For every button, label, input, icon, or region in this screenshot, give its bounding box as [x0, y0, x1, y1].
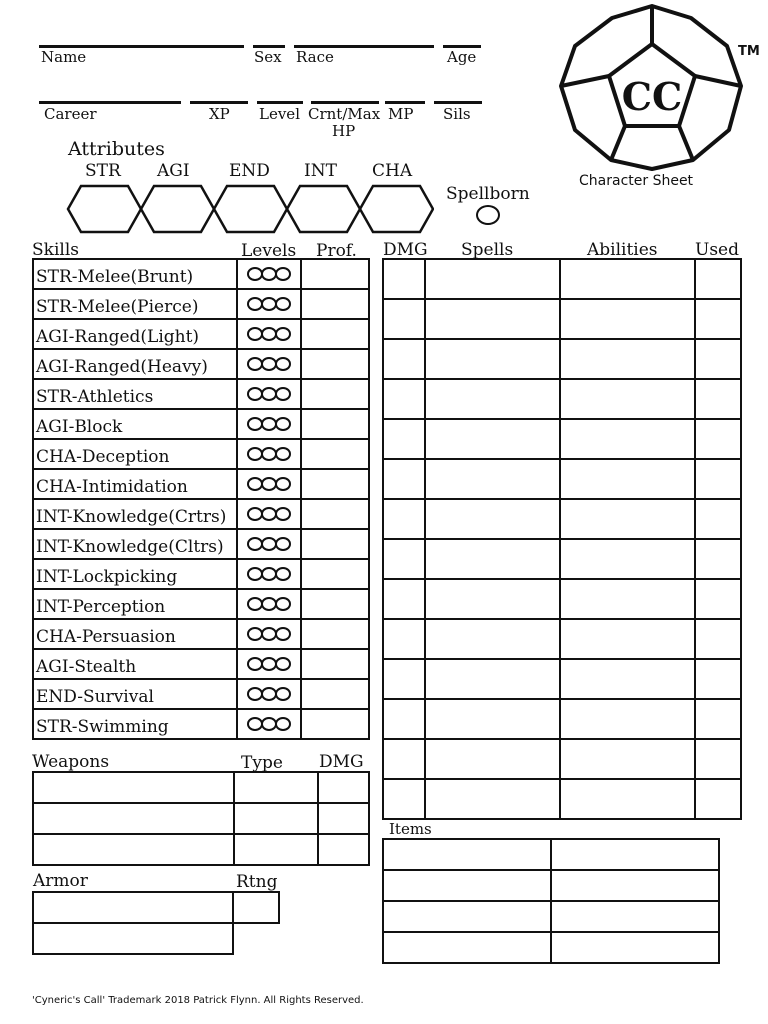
- career-line[interactable]: [39, 101, 181, 104]
- skill-proficiency-cell[interactable]: [301, 409, 369, 439]
- skill-proficiency-cell[interactable]: [301, 439, 369, 469]
- weapon-cell[interactable]: [234, 834, 318, 865]
- spell-cell[interactable]: [383, 659, 425, 699]
- sils-label: Sils: [443, 105, 471, 123]
- spell-cell[interactable]: [560, 259, 695, 299]
- spell-row: [383, 419, 741, 459]
- skill-level-circle[interactable]: [275, 477, 291, 491]
- level-line[interactable]: [257, 101, 303, 104]
- item-cell[interactable]: [383, 870, 551, 901]
- spell-cell[interactable]: [425, 619, 560, 659]
- item-cell[interactable]: [551, 901, 719, 932]
- skill-name-cell: [33, 499, 237, 529]
- skill-level-circle[interactable]: [275, 717, 291, 731]
- skill-row: [33, 349, 369, 379]
- skill-name-cell: [33, 319, 237, 349]
- spell-cell[interactable]: [560, 539, 695, 579]
- hp-label-line2: HP: [332, 122, 356, 140]
- skill-name: AGI-Ranged(Heavy): [36, 357, 208, 377]
- xp-line[interactable]: [190, 101, 248, 104]
- skill-name-cell: [33, 589, 237, 619]
- skill-levels-cell: [237, 469, 301, 499]
- spell-cell[interactable]: [383, 579, 425, 619]
- attribute-label-end: END: [229, 161, 270, 181]
- skill-levels-cell: [237, 649, 301, 679]
- career-label: Career: [44, 105, 97, 123]
- spell-cell[interactable]: [560, 659, 695, 699]
- attribute-hex-str[interactable]: [68, 186, 141, 232]
- spell-cell[interactable]: [383, 699, 425, 739]
- skill-proficiency-cell[interactable]: [301, 469, 369, 499]
- spellborn-checkbox[interactable]: [476, 205, 500, 225]
- attribute-label-agi: AGI: [157, 161, 190, 181]
- attribute-hex-agi[interactable]: [141, 186, 214, 232]
- skill-row: [33, 259, 369, 289]
- skill-row: [33, 469, 369, 499]
- mp-label: MP: [388, 105, 414, 123]
- spell-cell[interactable]: [695, 379, 741, 419]
- weapon-cell[interactable]: [33, 803, 234, 834]
- dodecahedron-logo-icon: [555, 4, 745, 174]
- skill-levels-cell: [237, 319, 301, 349]
- logo-caption: Character Sheet: [579, 173, 694, 189]
- spell-cell[interactable]: [560, 339, 695, 379]
- spell-cell[interactable]: [695, 299, 741, 339]
- used-header: Used: [695, 240, 739, 260]
- skill-level-circle[interactable]: [275, 537, 291, 551]
- spell-cell[interactable]: [560, 619, 695, 659]
- skill-name: AGI-Block: [36, 417, 123, 437]
- item-cell[interactable]: [383, 932, 551, 963]
- skill-level-circle[interactable]: [275, 387, 291, 401]
- spell-cell[interactable]: [695, 739, 741, 779]
- sils-line[interactable]: [434, 101, 482, 104]
- skill-levels-cell: [237, 589, 301, 619]
- spell-cell[interactable]: [383, 779, 425, 819]
- spell-cell[interactable]: [560, 699, 695, 739]
- spell-row: [383, 459, 741, 499]
- skill-level-circle[interactable]: [275, 417, 291, 431]
- skill-name-cell: [33, 379, 237, 409]
- skill-name: INT-Lockpicking: [36, 567, 178, 587]
- skill-proficiency-cell[interactable]: [301, 379, 369, 409]
- skill-name: AGI-Stealth: [36, 657, 137, 677]
- items-table: [382, 838, 720, 964]
- item-row: [383, 870, 719, 901]
- items-header: Items: [389, 820, 432, 838]
- skill-level-circle[interactable]: [275, 597, 291, 611]
- weapon-row: [33, 803, 369, 834]
- skills-table: [32, 258, 370, 740]
- skill-levels-cell: [237, 259, 301, 289]
- weapon-cell[interactable]: [318, 834, 369, 865]
- attributes-title: Attributes: [68, 138, 165, 160]
- spell-row: [383, 299, 741, 339]
- spell-row: [383, 539, 741, 579]
- skill-name: STR-Melee(Brunt): [36, 267, 194, 287]
- weapon-cell[interactable]: [33, 834, 234, 865]
- spell-row: [383, 619, 741, 659]
- armor-slot[interactable]: [32, 922, 234, 955]
- spell-cell[interactable]: [383, 499, 425, 539]
- skill-name: CHA-Intimidation: [36, 477, 188, 497]
- item-cell[interactable]: [383, 901, 551, 932]
- armor-slot[interactable]: [32, 891, 234, 924]
- spell-row: [383, 659, 741, 699]
- weapon-cell[interactable]: [318, 772, 369, 803]
- spell-cell[interactable]: [425, 699, 560, 739]
- weapon-cell[interactable]: [318, 803, 369, 834]
- spell-cell[interactable]: [695, 699, 741, 739]
- spell-cell[interactable]: [560, 739, 695, 779]
- skill-proficiency-cell[interactable]: [301, 649, 369, 679]
- item-cell[interactable]: [551, 932, 719, 963]
- item-cell[interactable]: [551, 839, 719, 870]
- spell-cell[interactable]: [425, 459, 560, 499]
- item-cell[interactable]: [551, 870, 719, 901]
- spell-row: [383, 339, 741, 379]
- skill-name: INT-Knowledge(Crtrs): [36, 507, 227, 527]
- attribute-label-str: STR: [85, 161, 121, 181]
- spell-cell[interactable]: [383, 419, 425, 459]
- spell-row: [383, 739, 741, 779]
- weapon-cell[interactable]: [234, 803, 318, 834]
- trademark-mark: TM: [738, 44, 760, 59]
- spell-cell[interactable]: [425, 299, 560, 339]
- weapon-dmg-header: DMG: [319, 752, 364, 772]
- skill-name-cell: [33, 259, 237, 289]
- skill-row: [33, 319, 369, 349]
- attribute-hex-int[interactable]: [287, 186, 360, 232]
- skill-row: [33, 649, 369, 679]
- spell-cell[interactable]: [560, 499, 695, 539]
- spell-row: [383, 379, 741, 419]
- spell-cell[interactable]: [695, 659, 741, 699]
- spell-cell[interactable]: [425, 419, 560, 459]
- skill-name-cell: [33, 619, 237, 649]
- spell-cell[interactable]: [560, 419, 695, 459]
- weapon-cell[interactable]: [33, 772, 234, 803]
- spellborn-label: Spellborn: [446, 184, 530, 204]
- skill-level-circle[interactable]: [275, 567, 291, 581]
- skill-name: CHA-Deception: [36, 447, 170, 467]
- skill-row: [33, 289, 369, 319]
- skill-levels-cell: [237, 529, 301, 559]
- spell-cell[interactable]: [560, 379, 695, 419]
- skill-row: [33, 439, 369, 469]
- skill-proficiency-cell[interactable]: [301, 349, 369, 379]
- logo-initials: CC: [621, 74, 683, 119]
- skill-row: [33, 409, 369, 439]
- race-label: Race: [296, 48, 334, 66]
- spell-cell[interactable]: [695, 499, 741, 539]
- skill-name-cell: [33, 709, 237, 739]
- spell-cell[interactable]: [383, 339, 425, 379]
- item-cell[interactable]: [383, 839, 551, 870]
- attribute-label-cha: CHA: [372, 161, 413, 181]
- weapon-type-header: Type: [241, 753, 283, 773]
- spell-cell[interactable]: [383, 539, 425, 579]
- skills-header: Skills: [32, 240, 79, 260]
- skill-level-circle[interactable]: [275, 447, 291, 461]
- spell-cell[interactable]: [560, 579, 695, 619]
- skill-row: [33, 559, 369, 589]
- skill-name-cell: [33, 349, 237, 379]
- skill-row: [33, 589, 369, 619]
- spell-cell[interactable]: [560, 459, 695, 499]
- skill-level-circle[interactable]: [275, 297, 291, 311]
- skill-proficiency-cell[interactable]: [301, 319, 369, 349]
- skill-levels-cell: [237, 709, 301, 739]
- skill-name-cell: [33, 529, 237, 559]
- skill-name: STR-Melee(Pierce): [36, 297, 199, 317]
- skill-name-cell: [33, 559, 237, 589]
- spell-cell[interactable]: [383, 459, 425, 499]
- skill-levels-cell: [237, 349, 301, 379]
- skill-level-circle[interactable]: [275, 327, 291, 341]
- spell-cell[interactable]: [383, 299, 425, 339]
- spell-cell[interactable]: [695, 539, 741, 579]
- item-row: [383, 901, 719, 932]
- levels-header: Levels: [241, 241, 297, 261]
- spell-cell[interactable]: [695, 459, 741, 499]
- weapons-table: [32, 771, 370, 866]
- skill-levels-cell: [237, 679, 301, 709]
- spell-row: [383, 259, 741, 299]
- skill-levels-cell: [237, 409, 301, 439]
- item-row: [383, 839, 719, 870]
- weapon-row: [33, 772, 369, 803]
- skill-proficiency-cell[interactable]: [301, 259, 369, 289]
- skill-levels-cell: [237, 289, 301, 319]
- skill-proficiency-cell[interactable]: [301, 679, 369, 709]
- copyright-footer: 'Cyneric's Call' Trademark 2018 Patrick Flynn. All Rights Reserved.: [32, 995, 364, 1006]
- skill-name: CHA-Persuasion: [36, 627, 176, 647]
- skill-levels-cell: [237, 619, 301, 649]
- skill-name-cell: [33, 469, 237, 499]
- spell-dmg-header: DMG: [383, 240, 428, 260]
- xp-label: XP: [209, 105, 230, 123]
- spells-header: Spells: [461, 240, 514, 260]
- proficiency-header: Prof.: [316, 241, 357, 261]
- skill-row: [33, 619, 369, 649]
- spell-cell[interactable]: [425, 779, 560, 819]
- hp-label-line1: Crnt/Max: [308, 105, 381, 123]
- armor-rating-slot[interactable]: [232, 891, 280, 924]
- attribute-hex-cha[interactable]: [360, 186, 433, 232]
- sex-label: Sex: [254, 48, 282, 66]
- weapon-cell[interactable]: [234, 772, 318, 803]
- skill-level-circle[interactable]: [275, 627, 291, 641]
- skill-row: [33, 499, 369, 529]
- hp-line[interactable]: [311, 101, 379, 104]
- skill-name: END-Survival: [36, 687, 154, 707]
- skill-proficiency-cell[interactable]: [301, 709, 369, 739]
- weapons-header: Weapons: [32, 752, 110, 772]
- skill-name: AGI-Ranged(Light): [36, 327, 200, 347]
- spell-cell[interactable]: [383, 259, 425, 299]
- skill-level-circle[interactable]: [275, 357, 291, 371]
- armor-rating-header: Rtng: [236, 872, 278, 892]
- skill-name-cell: [33, 409, 237, 439]
- spell-cell[interactable]: [425, 539, 560, 579]
- skill-row: [33, 709, 369, 739]
- spell-cell[interactable]: [425, 259, 560, 299]
- spell-row: [383, 579, 741, 619]
- spell-cell[interactable]: [695, 339, 741, 379]
- skill-level-circle[interactable]: [275, 267, 291, 281]
- spells-table: [382, 258, 742, 820]
- item-row: [383, 932, 719, 963]
- skill-proficiency-cell[interactable]: [301, 589, 369, 619]
- attribute-hexagons: [64, 183, 434, 235]
- skill-name-cell: [33, 649, 237, 679]
- weapon-row: [33, 834, 369, 865]
- spell-cell[interactable]: [695, 619, 741, 659]
- skill-name-cell: [33, 439, 237, 469]
- skill-levels-cell: [237, 499, 301, 529]
- skill-name: STR-Swimming: [36, 717, 169, 737]
- spell-cell[interactable]: [695, 779, 741, 819]
- skill-name-cell: [33, 679, 237, 709]
- spell-cell[interactable]: [560, 299, 695, 339]
- skill-proficiency-cell[interactable]: [301, 559, 369, 589]
- mp-line[interactable]: [385, 101, 425, 104]
- skill-proficiency-cell[interactable]: [301, 619, 369, 649]
- spell-cell[interactable]: [695, 259, 741, 299]
- spell-row: [383, 499, 741, 539]
- spell-cell[interactable]: [425, 739, 560, 779]
- skill-proficiency-cell[interactable]: [301, 499, 369, 529]
- spell-cell[interactable]: [695, 419, 741, 459]
- armor-header: Armor: [33, 871, 88, 891]
- level-label: Level: [259, 105, 300, 123]
- skill-name-cell: [33, 289, 237, 319]
- skill-name: INT-Perception: [36, 597, 166, 617]
- skill-level-circle[interactable]: [275, 507, 291, 521]
- skill-row: [33, 529, 369, 559]
- spell-cell[interactable]: [383, 379, 425, 419]
- skill-proficiency-cell[interactable]: [301, 289, 369, 319]
- skill-levels-cell: [237, 559, 301, 589]
- spell-cell[interactable]: [425, 659, 560, 699]
- skill-row: [33, 379, 369, 409]
- spell-cell[interactable]: [695, 579, 741, 619]
- abilities-header: Abilities: [587, 240, 658, 260]
- skill-name: INT-Knowledge(Cltrs): [36, 537, 224, 557]
- attribute-hex-end[interactable]: [214, 186, 287, 232]
- attribute-label-int: INT: [304, 161, 337, 181]
- spell-cell[interactable]: [425, 339, 560, 379]
- spell-cell[interactable]: [425, 499, 560, 539]
- skill-levels-cell: [237, 439, 301, 469]
- skill-levels-cell: [237, 379, 301, 409]
- spell-cell[interactable]: [560, 779, 695, 819]
- spell-cell[interactable]: [383, 619, 425, 659]
- spell-cell[interactable]: [425, 379, 560, 419]
- spell-row: [383, 699, 741, 739]
- skill-name: STR-Athletics: [36, 387, 154, 407]
- spell-cell[interactable]: [383, 739, 425, 779]
- age-label: Age: [447, 48, 477, 66]
- skill-row: [33, 679, 369, 709]
- spell-row: [383, 779, 741, 819]
- name-label: Name: [41, 48, 87, 66]
- spell-cell[interactable]: [425, 579, 560, 619]
- skill-proficiency-cell[interactable]: [301, 529, 369, 559]
- skill-level-circle[interactable]: [275, 657, 291, 671]
- skill-level-circle[interactable]: [275, 687, 291, 701]
